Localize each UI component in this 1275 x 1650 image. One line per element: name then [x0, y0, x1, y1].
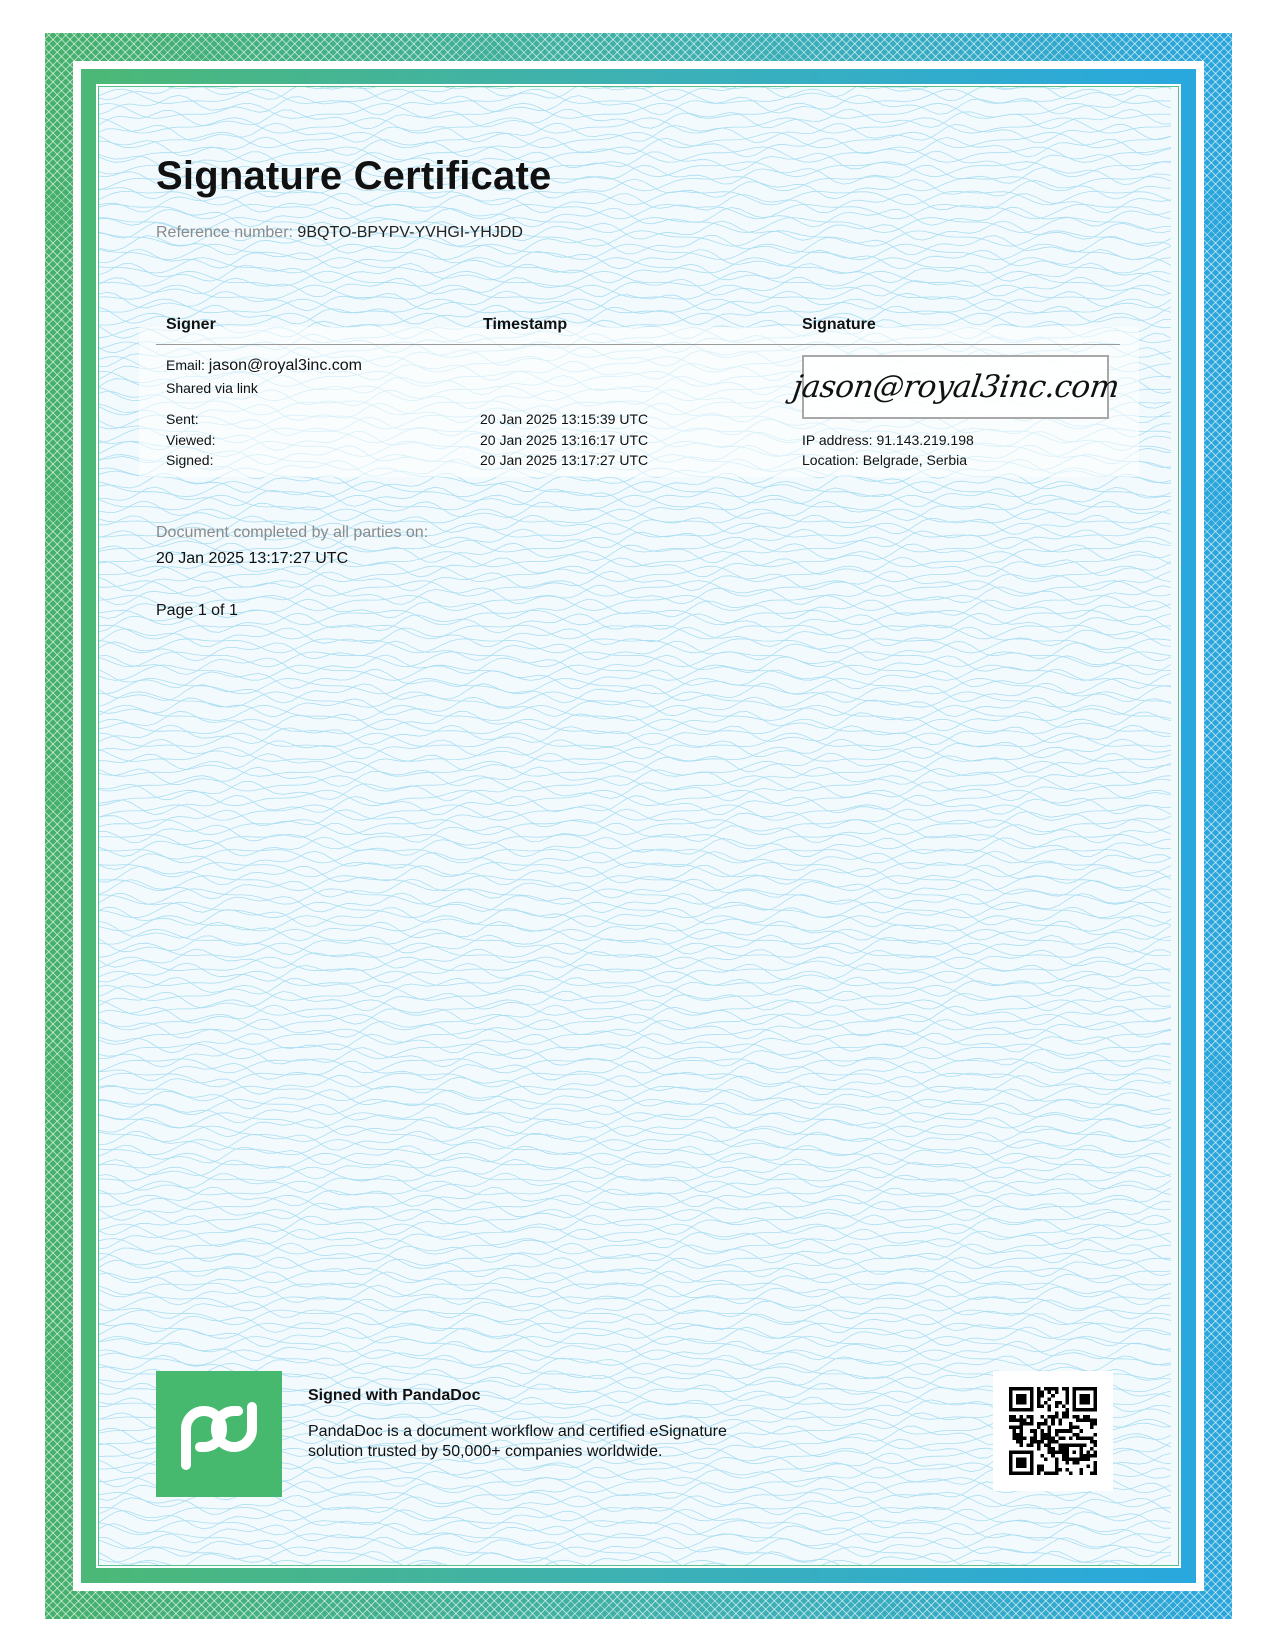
signed-label: Signed: [166, 452, 214, 468]
completed-value: 20 Jan 2025 13:17:27 UTC [156, 550, 349, 567]
sent-label: Sent: [166, 411, 199, 427]
qr-code-graphic [1009, 1387, 1097, 1475]
ip-address: IP address: 91.143.219.198 [802, 432, 974, 448]
signer-email [166, 357, 362, 375]
footer-description: PandaDoc is a document workflow and certified eSignature solution trusted by 50,000+ companies worldwide. [308, 1423, 727, 1460]
signers-table-header [156, 314, 1120, 345]
header-signature: Signature [802, 316, 876, 333]
signer-email-label: Email: [166, 357, 205, 373]
page-title: Signature Certificate [156, 154, 552, 198]
reference-number [156, 224, 523, 242]
sent-timestamp: 20 Jan 2025 13:15:39 UTC [480, 411, 649, 427]
pandadoc-logo-mark [156, 1371, 282, 1497]
signer-shared-via: Shared via link [166, 380, 258, 396]
signed-timestamp: 20 Jan 2025 13:17:27 UTC [480, 452, 649, 468]
qr-code-icon [993, 1371, 1113, 1491]
header-signer: Signer [166, 316, 216, 333]
page-number: Page 1 of 1 [156, 602, 238, 619]
viewed-label: Viewed: [166, 432, 216, 448]
pandadoc-logo-icon [156, 1371, 282, 1497]
footer-title: Signed with PandaDoc [308, 1387, 481, 1404]
completed-label: Document completed by all parties on: [156, 524, 429, 541]
reference-value: 9BQTO-BPYPV-YVHGI-YHJDD [297, 224, 523, 241]
signer-email-value: jason@royal3inc.com [208, 357, 362, 374]
viewed-timestamp: 20 Jan 2025 13:16:17 UTC [480, 432, 649, 448]
location: Location: Belgrade, Serbia [802, 452, 967, 468]
reference-label: Reference number: [156, 224, 293, 241]
signature-box [790, 355, 1121, 419]
header-timestamp: Timestamp [483, 316, 568, 333]
signature-image: jason@royal3inc.com [790, 369, 1121, 405]
